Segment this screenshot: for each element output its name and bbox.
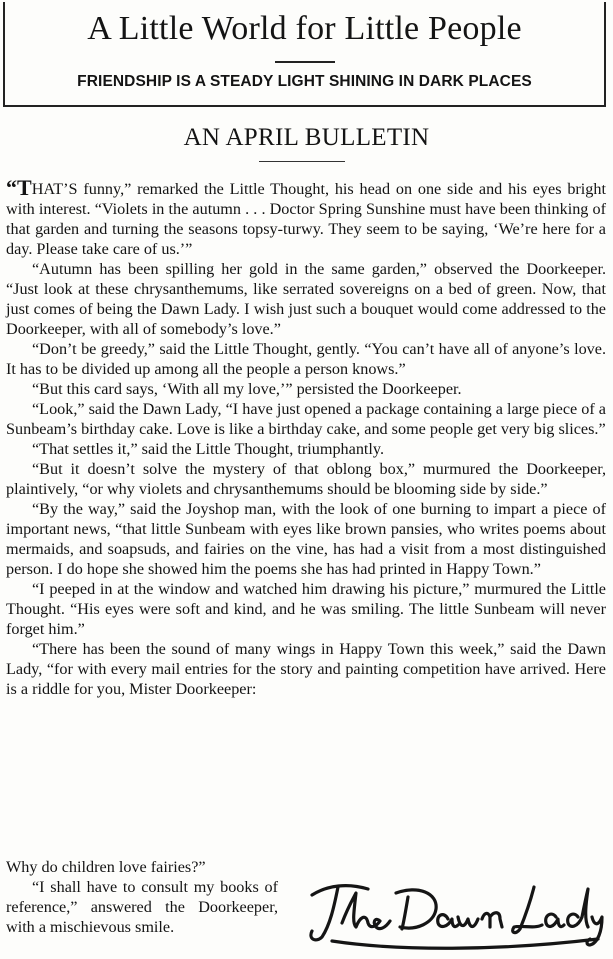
article-body bbox=[6, 175, 606, 699]
drop-cap-letter: T bbox=[17, 175, 32, 200]
paragraph-1 bbox=[6, 175, 606, 259]
masthead-rule bbox=[275, 61, 335, 63]
closing-text bbox=[6, 857, 278, 937]
paragraph-text: HAT’S funny,” remarked the Little Thought, his head on one side and his eyes bright with interest. “Violets in the autumn . . . Doctor Spring Sunshine must have been thinking of that garden and turning the seasons topsy-turwy. They seem to be saying, ‘We’re here for a day. Please take care of us.’” bbox=[6, 180, 606, 258]
signature-the-dawn-lady bbox=[298, 867, 608, 953]
paragraph-7: “But it doesn’t solve the mystery of that oblong box,” murmured the Doorkeeper, plaintively, “or why violets and chrysanthemums should be blooming side by side.” bbox=[6, 460, 606, 498]
paragraph-10: “There has been the sound of many wings in Happy Town this week,” said the Dawn Lady, “for with every mail entries for the story and painting competition have arrived. Here is a riddle for you, Mister Doorkeeper: bbox=[6, 640, 606, 698]
masthead bbox=[3, 2, 606, 107]
closing-paragraph: “I shall have to consult my books of reference,” answered the Doorkeeper, with a mischievous smile. bbox=[6, 878, 278, 936]
paragraph-4: “But this card says, ‘With all my love,’” persisted the Doorkeeper. bbox=[32, 380, 462, 398]
paragraph-2: “Autumn has been spilling her gold in the same garden,” observed the Doorkeeper. “Just look at these chrysanthemums, like serrated sovereigns on a bed of green. Now, that just comes of being the Dawn Lady. I wish just such a bouquet would come addressed to the Doorkeeper, with all of somebody’s love.” bbox=[6, 260, 606, 338]
paragraph-6: “That settles it,” said the Little Thought, triumphantly. bbox=[32, 440, 385, 458]
riddle-line: Why do children love fairies?” bbox=[6, 858, 206, 876]
masthead-title: A Little World for Little People bbox=[87, 10, 522, 47]
masthead-motto: FRIENDSHIP IS A STEADY LIGHT SHINING IN DARK PLACES bbox=[77, 73, 532, 90]
article-headline: AN APRIL BULLETIN bbox=[183, 124, 430, 151]
paragraph-5: “Look,” said the Dawn Lady, “I have just opened a package containing a large piece of a Sunbeam’s birthday cake. Love is like a birthday cake, and some people get very big slices.” bbox=[6, 400, 606, 438]
paragraph-9: “I peeped in at the window and watched him drawing his picture,” murmured the Little Thought. “His eyes were soft and kind, and he was smiling. The little Sunbeam will never forget him.” bbox=[6, 580, 606, 638]
closing-section bbox=[6, 857, 606, 957]
headline-rule bbox=[259, 161, 345, 162]
drop-open-quote: “ bbox=[6, 175, 17, 200]
paragraph-3: “Don’t be greedy,” said the Little Thought, gently. “You can’t have all of anyone’s love. It has to be divided up among all the people a person knows.” bbox=[6, 340, 606, 378]
paragraph-8: “By the way,” said the Joyshop man, with the look of one burning to impart a piece of important news, “that little Sunbeam with eyes like brown pansies, who writes poems about mermaids, and soapsuds, and fairies on the vine, has had a visit from a most distinguished person. I do hope she showed him the poems she has had printed in Happy Town.” bbox=[6, 500, 606, 578]
